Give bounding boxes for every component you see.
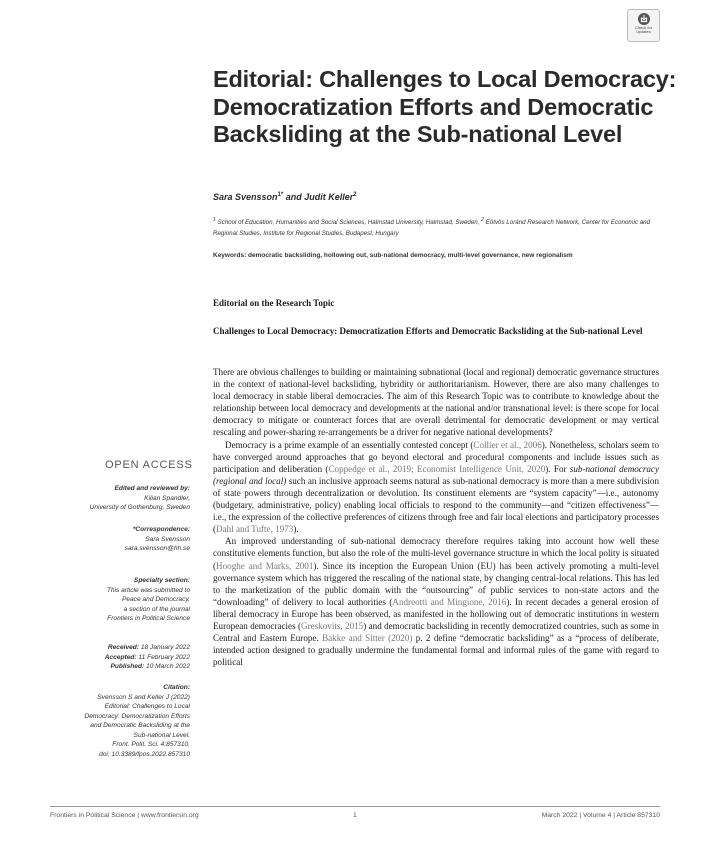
citation-block [84,683,190,759]
check-for-updates-badge[interactable] [627,9,660,42]
citation-line-6: Front. Polit. Sci. 4:857310. [112,741,190,748]
affiliations [213,215,663,239]
keywords-label: Keywords: [213,252,247,259]
citation-bakke[interactable]: Bakke and Sitter (2020) [322,633,413,644]
author-line [213,192,357,202]
accepted-row [105,653,190,663]
p2-text-e: ). [293,524,299,535]
p2-emphasis: sub-national democracy (regional and local) [213,463,659,486]
author-2[interactable]: Judit Keller [304,192,354,202]
p2-text-a: Democracy is a prime example of an essentially contested concept ( [225,439,474,450]
correspondence-email[interactable]: sara.svensson@hh.se [124,545,190,552]
citation-line-2: Editorial: Challenges to Local [104,703,190,710]
specialty-label: Specialty section: [133,577,190,584]
keywords-text: democratic backsliding, hollowing out, sub-national democracy, multi-level governance, new regionalism [246,252,573,259]
p3-text-c: ). In recent decades a general erosion of liberal democracy in Europe has been observed, as manifested in the hollowing out of democratic institutions in western European democracies ( [213,596,659,631]
citation-line-4: and Democratic Backsliding at the [90,722,190,729]
badge-label-1: Check for [634,25,653,30]
keywords [213,250,663,261]
badge-label-2: updates [636,29,651,34]
topic-heading: Challenges to Local Democracy: Democratization Efforts and Democratic Backsliding at the Sub-national Level [213,326,643,336]
p2-text-b: ). Nonetheless, scholars seem to have converged around approaches that go beyond electoral and procedural components and include issues such as participation and deliberation ( [213,439,659,474]
author-1[interactable]: Sara Svensson [213,192,278,202]
p3-text-d: ) and democratic backsliding in recently democratized countries, such as some in Central and Eastern Europe. [213,620,659,644]
paragraph-1: There are obvious challenges to building or maintaining subnational (local and regional) democratic governance structures in the context of national-level backsliding, hybridity or authoritarianism. However, there are also many challenges to local democracy in stable liberal democracies. The aim of this Research Topic was to contribute to knowledge about the relationship between local democracy and developments at the national and/or transnational level: is there scope for local democracy to mitigate or counteract forces that are overall detrimental for democratic development or may vertical rescaling and power-sharing re-arrangements be a driver for negative national developments? [213,367,659,438]
article-title: Editorial: Challenges to Local Democracy: Democratization Efforts and Democratic Backsliding at the Sub-national Level [213,66,677,147]
edited-block [90,484,190,513]
citation-andreotti[interactable]: Andreotti and Mingione, 2016 [392,596,507,607]
p3-text-a: An improved understanding of sub-national democracy therefore requires taking into account how well these constitutive elements function, but also the role of the multi-level governance structure in which the local polity is situated ( [213,536,659,571]
footer-issue: March 2022 | Volume 4 | Article 857310 [541,812,660,819]
p3-text-e: p. 2 define “democratic backsliding” as a “process of deliberate, intended action designed to gradually undermine the fundamental formal and informal rules of the game with regard to political [213,633,659,668]
citation-line-3: Democracy: Democratization Efforts [84,712,190,720]
received-date: 18 January 2022 [139,644,190,651]
open-access-label: OPEN ACCESS [105,459,193,471]
p2-text-d: such an inclusive approach seems natural as sub-national democracy is more than a mere subdivision of state powers through decentralization or devolution. Its constituent elements are “system capacity”—i.e., autonomy (budgetary, administrative, policy) enabling local officials to respond to the community—and “citizen effectiveness”—i.e., the expression of the collective preferences of citizens through free and fair local elections and participatory processes ( [213,475,660,535]
paragraph-3 [213,535,659,668]
received-row [105,643,190,653]
footer-divider [50,806,660,807]
affiliation-1: School of Education, Humanities and Social Sciences, Halmstad University, Halmstad, Sweden, [215,219,482,227]
citation-label: Citation: [163,684,190,691]
dates-block [105,643,190,672]
citation-collier[interactable]: Collier et al., 2006 [473,439,542,450]
citation-line-1: Svensson S and Keller J (2022) [97,693,190,701]
editor-affiliation: University of Gothenburg, Sweden [89,504,190,511]
paragraph-2 [213,439,659,536]
author-1-sup: 1* [277,192,284,198]
edited-label: Edited and reviewed by: [114,485,190,492]
published-label: Published: [110,663,145,670]
correspondence-label: *Correspondence: [132,526,190,533]
published-row [105,662,190,672]
accepted-date: 11 February 2022 [136,653,190,661]
specialty-line-3: a section of the journal [123,605,190,613]
check-updates-icon [637,12,651,26]
author-and: and [283,192,305,202]
specialty-line-4: Frontiers in Political Science [107,615,190,622]
correspondence-block [125,525,190,554]
editor-name: Kilian Spandler, [144,494,190,502]
citation-doi[interactable]: doi: 10.3389/fpos.2022.857310 [99,750,190,758]
specialty-line-2: Peace and Democracy, [121,596,190,603]
p2-text-c: ). For [545,463,570,474]
p3-text-b: ). Since its inception the European Union (EU) has been actively promoting a multi-level governance system which has triggered the rescaling of the national state, by changing central-local relations. This has led to the marketization of the public domain with the “outsourcing” of public services to non-state actors and the “downloading” of delivery to local authorities ( [213,560,659,607]
citation-coppedge[interactable]: Coppedge et al., 2019; Economist Intelligence Unit, 2020 [328,463,546,474]
citation-hooghe[interactable]: Hooghe and Marks, 2001 [216,560,314,571]
footer-page-number: 1 [353,812,357,819]
footer-journal[interactable]: Frontiers in Political Science | www.frontiersin.org [50,812,199,819]
affiliation-2: Eötvös Loránd Research Network, Center for Economic and Regional Studies, Institute for Regional Studies, Budapest, Hungary [213,219,651,238]
correspondence-name: Sara Svensson [145,535,190,543]
citation-line-5: Sub-national Level. [133,731,190,739]
specialty-line-1: This article was submitted to [106,586,190,594]
accepted-label: Accepted: [104,653,137,661]
section-heading: Editorial on the Research Topic [213,298,335,308]
specialty-block [107,576,190,624]
received-label: Received: [107,644,140,651]
author-2-sup: 2 [353,192,357,198]
affil-sup-1: 1 [213,217,216,223]
published-date: 10 March 2022 [144,663,190,670]
affil-sup-2: 2 [481,217,484,223]
article-body [213,366,659,668]
citation-dahl[interactable]: Dahl and Tufte, 1973 [216,524,294,535]
citation-greskovits[interactable]: Greskovits, 2015 [301,620,364,631]
